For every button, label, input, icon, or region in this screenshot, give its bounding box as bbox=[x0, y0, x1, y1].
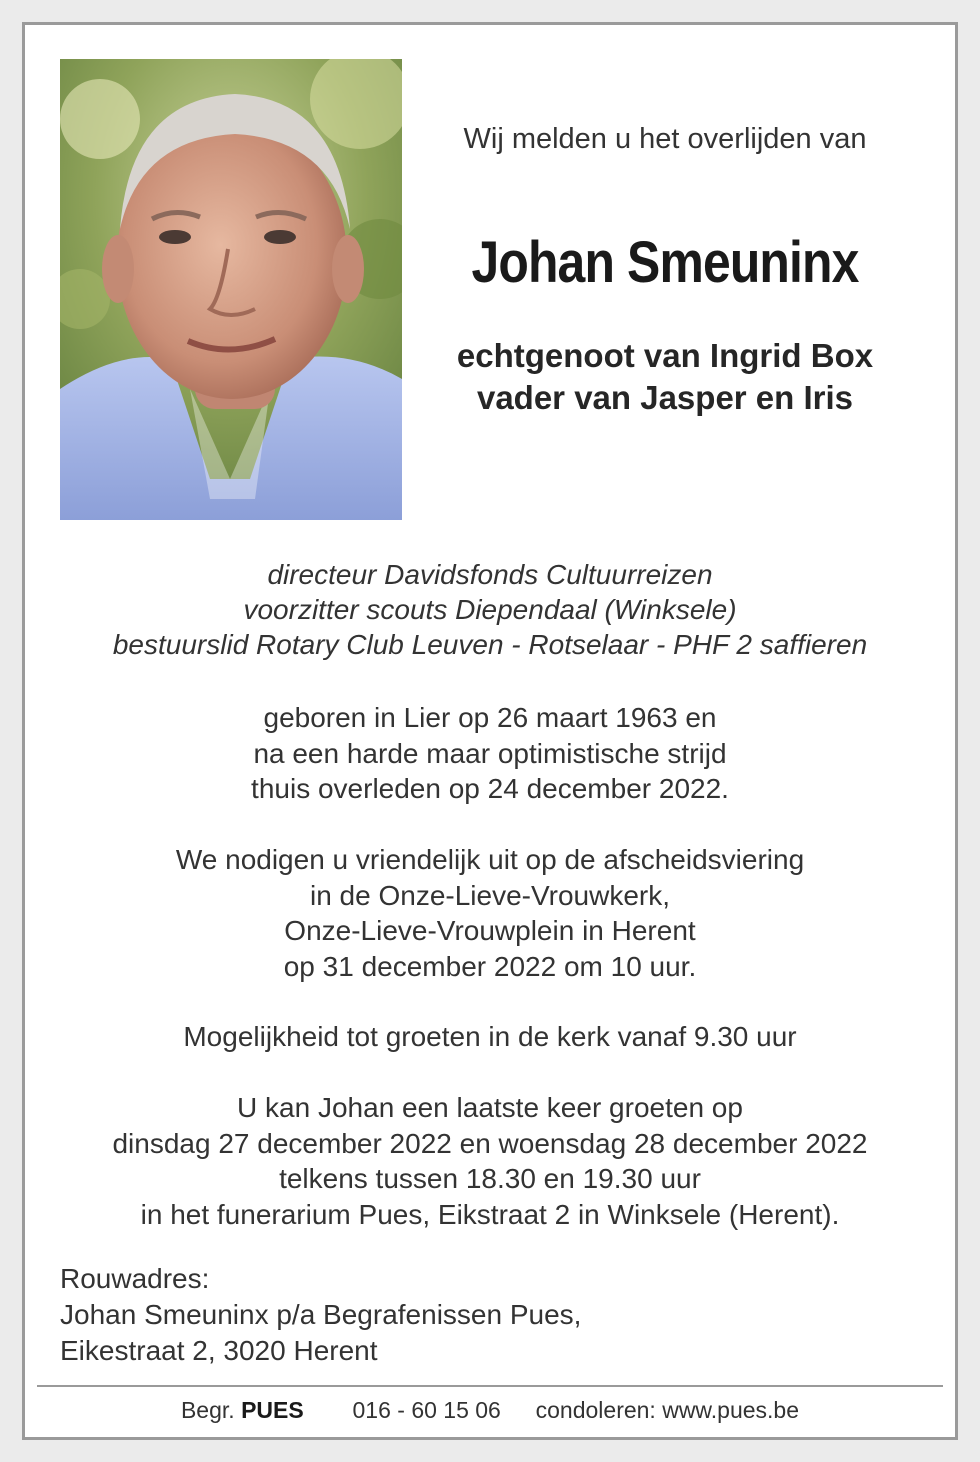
condolence-link[interactable]: condoleren: www.pues.be bbox=[535, 1397, 800, 1423]
relation-children: vader van Jasper en Iris bbox=[476, 379, 854, 416]
text-line: na een harde maar optimistische strijd bbox=[253, 737, 727, 769]
text-line: thuis overleden op 24 december 2022. bbox=[251, 773, 729, 804]
funeral-home-label: Begr. bbox=[180, 1397, 235, 1423]
role-item: bestuurslid Rotary Club Leuven - Rotselaar - PHF 2 saffieren bbox=[112, 629, 868, 660]
address-label: Rouwadres: bbox=[60, 1263, 210, 1294]
ceremony-paragraph bbox=[25, 842, 955, 984]
greeting-paragraph bbox=[25, 1019, 955, 1055]
address-line: Johan Smeuninx p/a Begrafenissen Pues, bbox=[60, 1299, 582, 1330]
text-line: Mogelijkheid tot groeten in de kerk vanaf 9.30 uur bbox=[183, 1021, 797, 1052]
deceased-name: Johan Smeuninx bbox=[471, 230, 859, 295]
portrait-photo bbox=[60, 59, 402, 520]
intro-text: Wij melden u het overlijden van bbox=[463, 123, 867, 155]
text-line: telkens tussen 18.30 en 19.30 uur bbox=[279, 1163, 701, 1194]
role-item: voorzitter scouts Diependaal (Winksele) bbox=[243, 594, 737, 625]
death-notice-card bbox=[22, 22, 958, 1440]
relation-spouse: echtgenoot van Ingrid Box bbox=[456, 337, 874, 374]
phone-number: 016 - 60 15 06 bbox=[352, 1397, 501, 1423]
role-item: directeur Davidsfonds Cultuurreizen bbox=[267, 559, 713, 590]
text-line: in het funerarium Pues, Eikstraat 2 in Winksele (Herent). bbox=[140, 1198, 840, 1230]
footer bbox=[25, 1397, 955, 1424]
mourning-address bbox=[60, 1261, 581, 1369]
text-line: U kan Johan een laatste keer groeten op bbox=[237, 1092, 743, 1123]
footer-divider bbox=[37, 1385, 943, 1387]
funeral-home-name: PUES bbox=[241, 1397, 304, 1423]
text-line: geboren in Lier op 26 maart 1963 en bbox=[263, 702, 717, 733]
text-line: op 31 december 2022 om 10 uur. bbox=[283, 950, 697, 982]
text-line: in de Onze-Lieve-Vrouwkerk, bbox=[309, 879, 670, 911]
text-line: Onze-Lieve-Vrouwplein in Herent bbox=[284, 915, 696, 946]
roles-list bbox=[25, 557, 955, 662]
text-line: dinsdag 27 december 2022 en woensdag 28 december 2022 bbox=[112, 1127, 868, 1159]
family-relations bbox=[405, 335, 925, 419]
birth-death-paragraph bbox=[25, 700, 955, 807]
text-line: We nodigen u vriendelijk uit op de afscheidsviering bbox=[175, 844, 805, 875]
address-line: Eikestraat 2, 3020 Herent bbox=[60, 1335, 378, 1366]
visitation-paragraph bbox=[25, 1090, 955, 1232]
